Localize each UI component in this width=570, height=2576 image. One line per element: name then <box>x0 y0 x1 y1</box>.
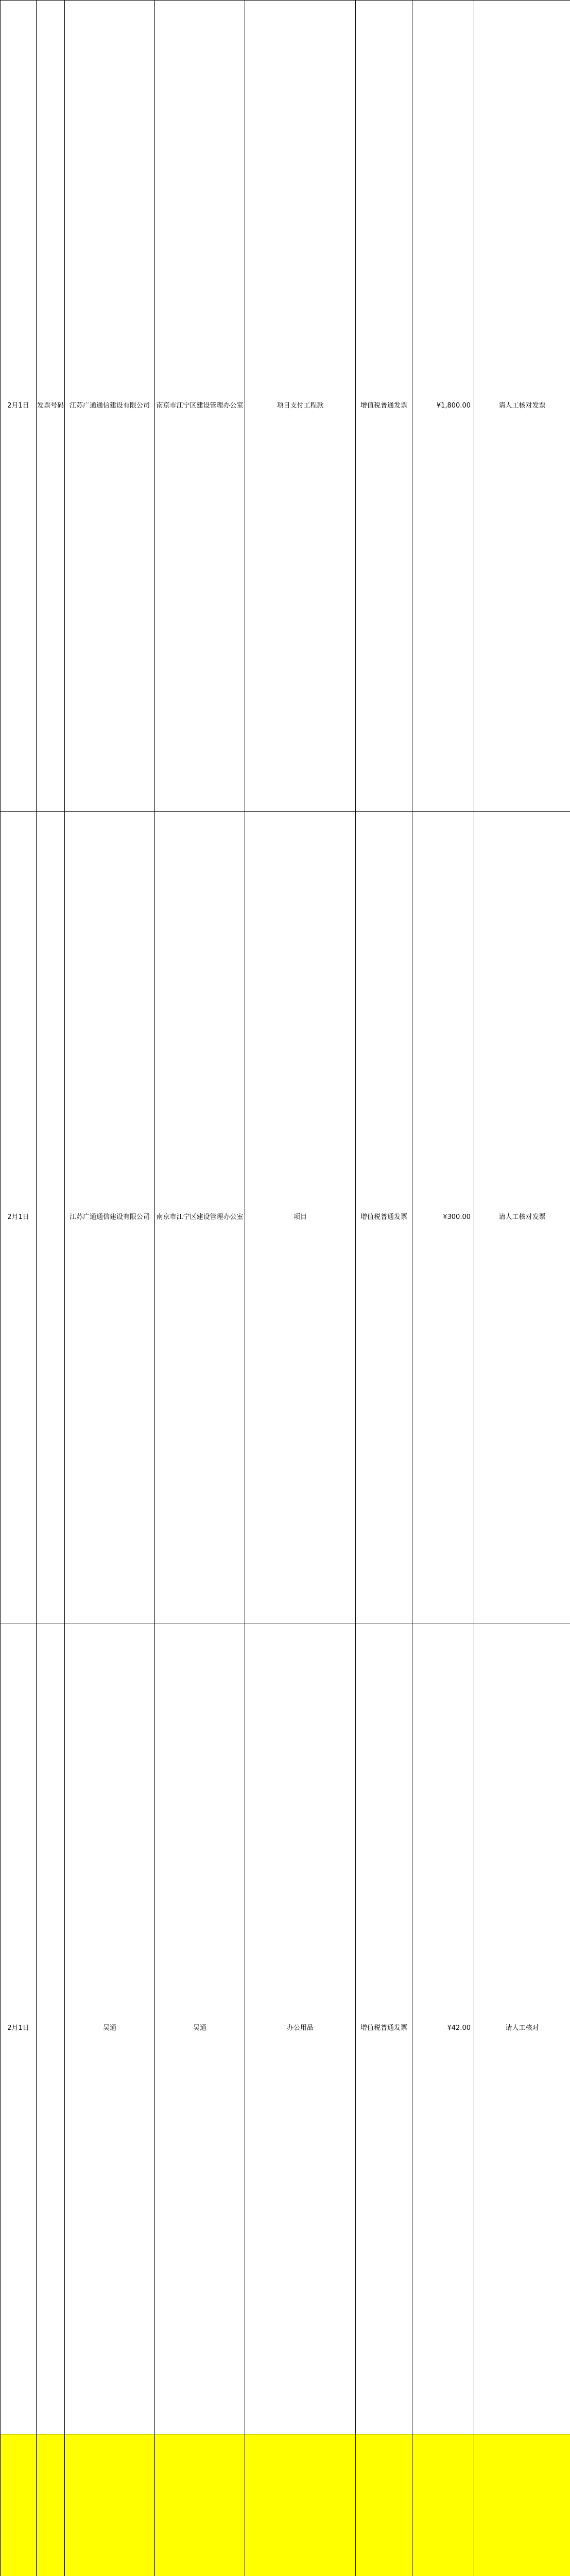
remark-cell: 请人工核对发票 <box>474 1 570 812</box>
table-row <box>1 1623 570 2435</box>
number-cell: 发票号码 <box>37 1 65 812</box>
table-row <box>1 812 570 1623</box>
table-row <box>1 1 570 812</box>
amount-cell <box>412 2434 474 2576</box>
date-cell: 2月1日 <box>1 1 37 812</box>
amount-cell: ¥1,800.00 <box>412 1 474 812</box>
number-cell <box>37 1623 65 2435</box>
remark-cell <box>474 2434 570 2576</box>
type-cell <box>356 2434 412 2576</box>
seller-cell: 吴通 <box>155 1623 245 2435</box>
item-cell: 项目 <box>245 812 356 1623</box>
date-cell: 2月1日 <box>1 812 37 1623</box>
type-cell: 增值税普通发票 <box>356 1623 412 2435</box>
seller-cell <box>155 2434 245 2576</box>
number-cell <box>37 2434 65 2576</box>
seller-cell: 南京市江宁区建设管理办公室 <box>155 812 245 1623</box>
amount-cell: ¥300.00 <box>412 812 474 1623</box>
remark-cell: 请人工核对 <box>474 1623 570 2435</box>
date-cell <box>1 2434 37 2576</box>
buyer-cell: 江苏广通通信建设有限公司 <box>65 1 155 812</box>
number-cell <box>37 812 65 1623</box>
buyer-cell: 江苏广通通信建设有限公司 <box>65 812 155 1623</box>
remark-cell: 请人工核对发票 <box>474 812 570 1623</box>
buyer-cell: 吴通 <box>65 1623 155 2435</box>
seller-cell: 南京市江宁区建设管理办公室 <box>155 1 245 812</box>
item-cell: 办公用品 <box>245 1623 356 2435</box>
type-cell: 增值税普通发票 <box>356 1 412 812</box>
item-cell: 项目支付工程款 <box>245 1 356 812</box>
date-cell: 2月1日 <box>1 1623 37 2435</box>
type-cell: 增值税普通发票 <box>356 812 412 1623</box>
amount-cell: ¥42.00 <box>412 1623 474 2435</box>
item-cell <box>245 2434 356 2576</box>
table-row <box>1 2434 570 2576</box>
buyer-cell <box>65 2434 155 2576</box>
